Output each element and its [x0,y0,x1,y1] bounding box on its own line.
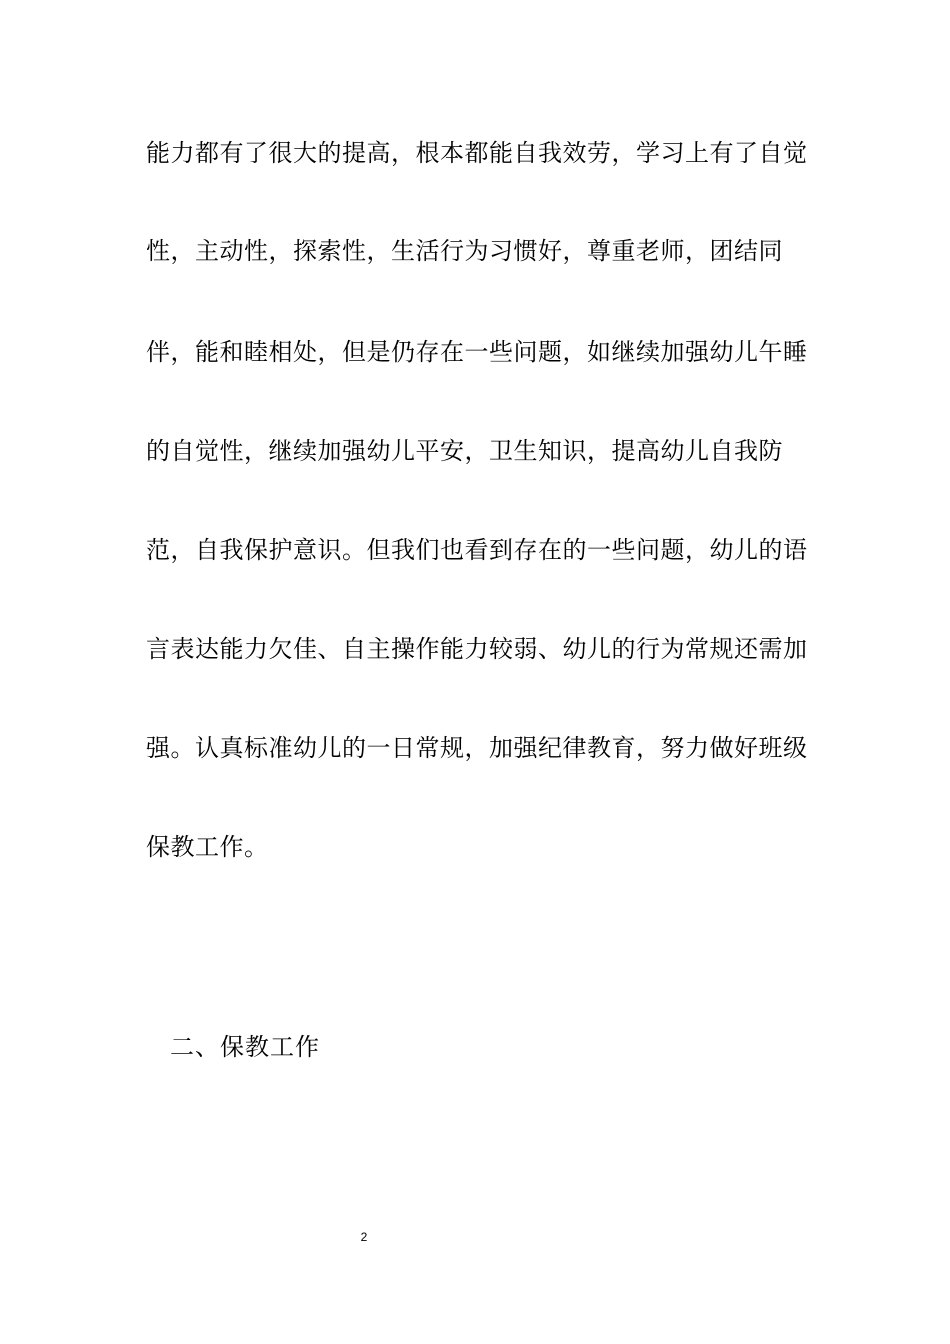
paragraph-line-7: 强。认真标准幼儿的一日常规，加强纪律教育，努力做好班级 [146,734,808,762]
paragraph-line-4: 的自觉性，继续加强幼儿平安，卫生知识，提高幼儿自我防 [146,437,783,465]
paragraph-line-6: 言表达能力欠佳、自主操作能力较弱、幼儿的行为常规还需加 [146,635,808,663]
page-number: 2 [360,1230,368,1244]
section-heading: 二、保教工作 [170,1033,320,1061]
paragraph-line-1: 能力都有了很大的提高，根本都能自我效劳，学习上有了自觉 [146,139,808,167]
paragraph-line-5: 范，自我保护意识。但我们也看到存在的一些问题，幼儿的语 [146,536,808,564]
paragraph-line-8: 保教工作。 [146,833,269,861]
paragraph-line-2: 性，主动性，探索性，生活行为习惯好，尊重老师，团结同 [146,237,783,265]
paragraph-line-3: 伴，能和睦相处，但是仍存在一些问题，如继续加强幼儿午睡 [146,338,808,366]
